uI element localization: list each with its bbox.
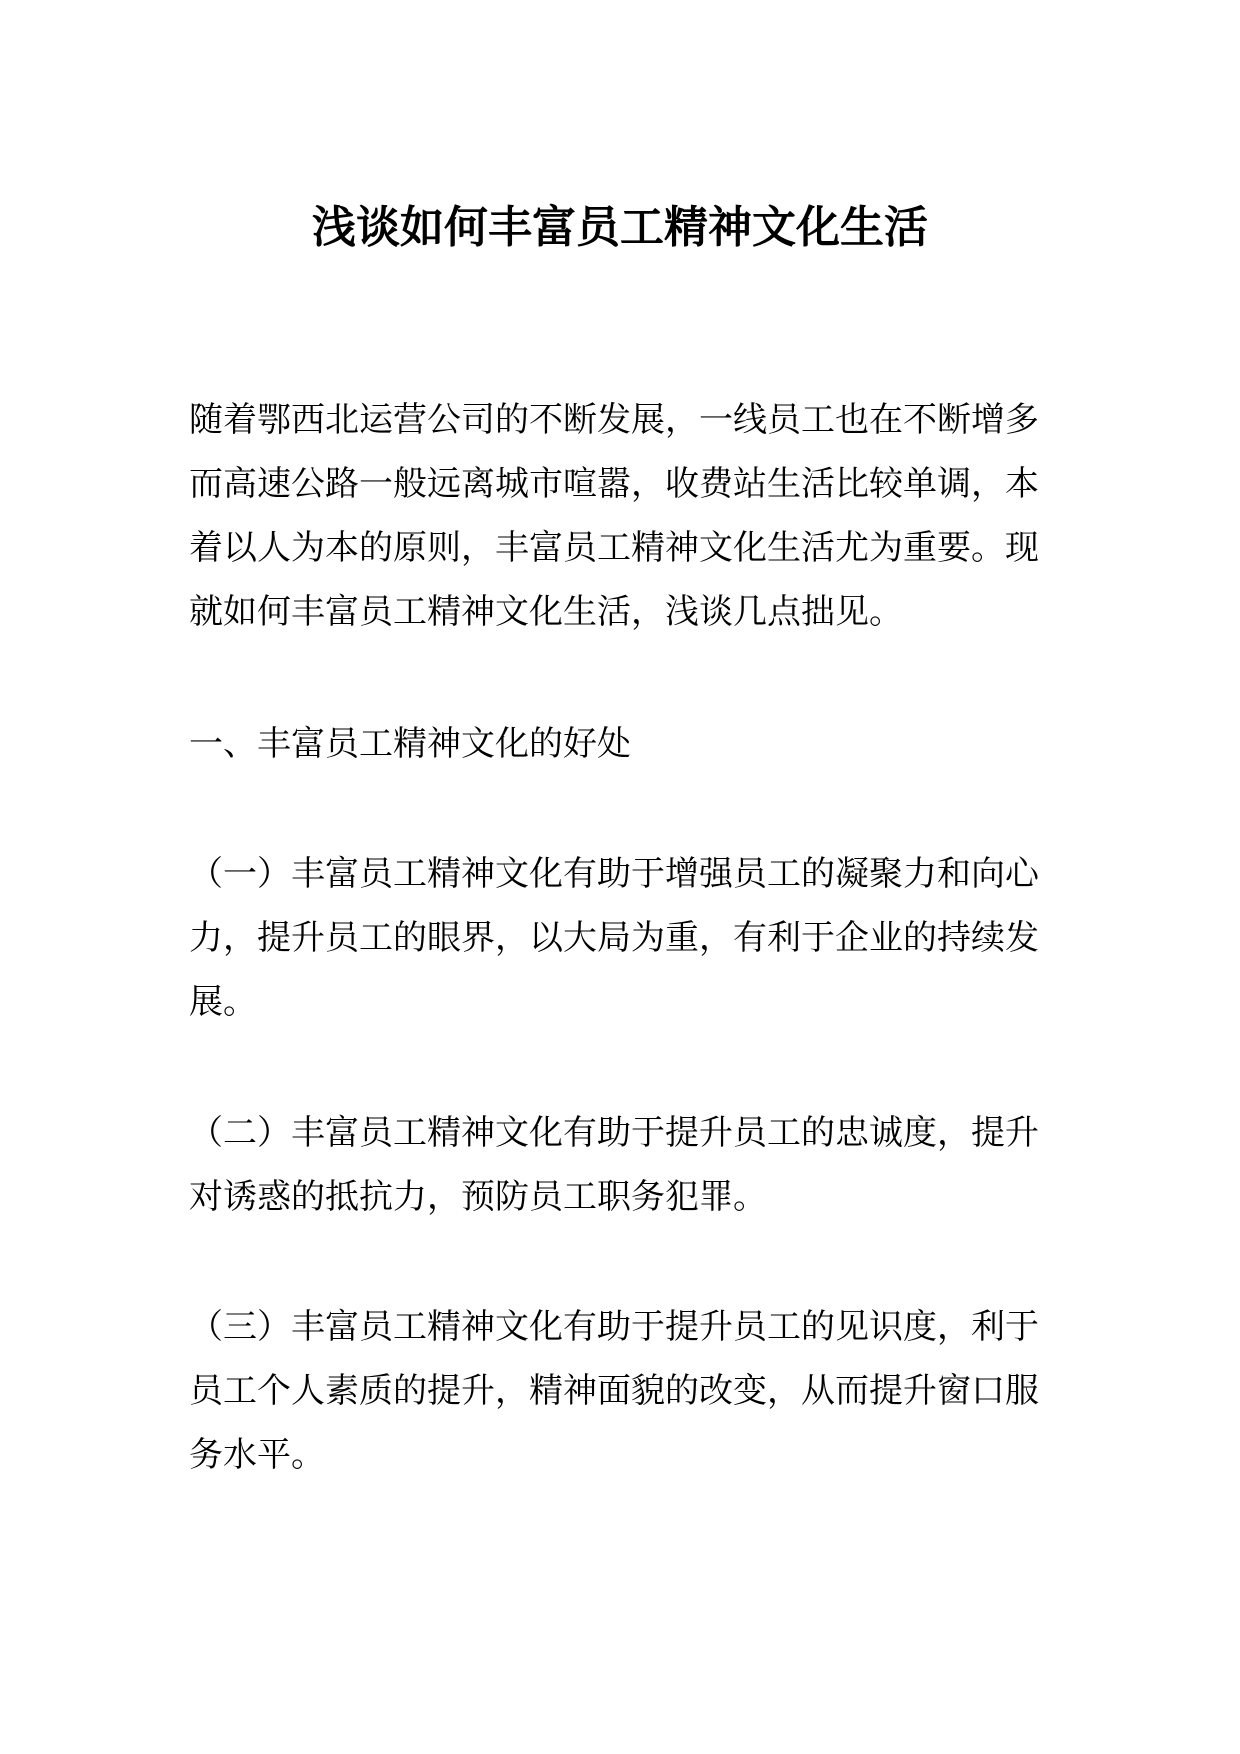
benefit-item-2: （二）丰富员工精神文化有助于提升员工的忠诚度，提升 对诱惑的抵抗力，预防员工职务犯罪。 xyxy=(189,1113,1039,1217)
benefit-item-1: （一）丰富员工精神文化有助于增强员工的凝聚力和向心 力，提升员工的眼界，以大局为重，有利于企业的持续发 展。 xyxy=(189,854,1039,1022)
section-heading: 一、丰富员工精神文化的好处 xyxy=(189,724,631,764)
document-title: 浅谈如何丰富员工精神文化生活 xyxy=(312,202,928,253)
benefit-item-3: （三）丰富员工精神文化有助于提升员工的见识度，利于 员工个人素质的提升，精神面貌的改变，从而提升窗口服 务水平。 xyxy=(189,1307,1039,1475)
intro-paragraph: 随着鄂西北运营公司的不断发展，一线员工也在不断增多 而高速公路一般远离城市喧嚣，收费站生活比较单调，本 着以人为本的原则，丰富员工精神文化生活尤为重要。现 就如何丰富员工精神文化生活，浅谈几点拙见。 xyxy=(189,400,1039,632)
